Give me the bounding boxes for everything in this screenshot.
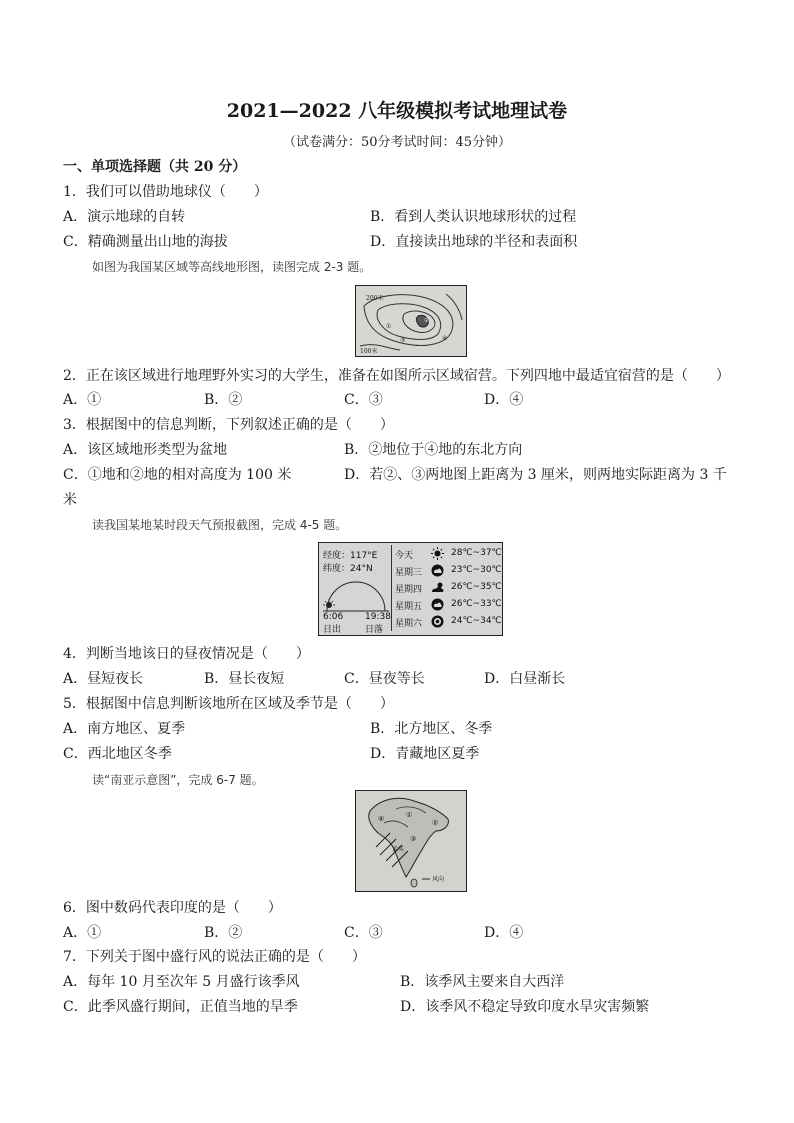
partly-cloudy-icon — [431, 581, 445, 594]
contour-label-100: 100米 — [360, 348, 378, 355]
question-2-option-a: A．① — [63, 392, 102, 408]
label-wind-direction: 风向 — [432, 876, 445, 883]
forecast-day: 星期四 — [395, 585, 423, 595]
question-3-option-d-cont: 米 — [63, 492, 77, 508]
cloud-icon — [431, 598, 444, 611]
question-5-option-b: B．北方地区、冬季 — [370, 721, 493, 737]
question-6-option-a: A．① — [63, 925, 102, 941]
question-1-option-b: B．看到人类认识地球形状的过程 — [370, 209, 577, 225]
question-1-option-d: D．直接读出地球的半径和表面积 — [370, 234, 578, 250]
question-4-option-d: D．白昼渐长 — [484, 671, 566, 687]
sunset-label: 日落 — [365, 625, 384, 635]
question-4-option-a: A．昼短夜长 — [63, 671, 144, 687]
svg-text:④: ④ — [378, 815, 385, 823]
south-asia-map — [356, 791, 466, 891]
question-3-stem: 3．根据图中的信息判断，下列叙述正确的是（ ） — [63, 417, 394, 433]
question-2-stem: 2．正在该区域进行地理野外实习的大学生，准备在如图所示区域宿营。下列四地中最适宜宿营的是（ ） — [63, 368, 730, 384]
weather-latitude: 纬度：24°N — [323, 564, 373, 574]
question-3-option-d: D．若②、③两地图上距离为 3 厘米，则两地实际距离为 3 千 — [344, 467, 727, 483]
forecast-day: 星期六 — [395, 619, 423, 629]
forecast-temp: 28℃~37℃ — [451, 548, 502, 558]
note-south-asia: 读“南亚示意图”，完成 6-7 题。 — [92, 773, 264, 787]
svg-text:②: ② — [424, 317, 430, 324]
weather-longitude: 经度：117°E — [323, 551, 378, 561]
question-5-option-a: A．南方地区、夏季 — [63, 721, 186, 737]
page-title: 2021—2022 八年级模拟考试地理试卷 — [226, 100, 568, 122]
question-2-option-c: C．③ — [344, 392, 383, 408]
forecast-row — [395, 614, 502, 630]
page-subtitle: （试卷满分：50分考试时间：45分钟） — [282, 135, 512, 150]
question-7-option-b: B．该季风主要来自大西洋 — [400, 974, 565, 990]
contour-label-200: 200米 — [366, 295, 384, 302]
question-3-option-c: C．①地和②地的相对高度为 100 米 — [63, 467, 292, 483]
question-7-option-d: D．该季风不稳定导致印度水旱灾害频繁 — [400, 999, 650, 1015]
weather-forecast-figure — [318, 542, 503, 636]
sunset-time: 19:38 — [365, 612, 391, 622]
forecast-row — [395, 546, 502, 562]
question-6-option-d: D．④ — [484, 925, 524, 941]
question-7-stem: 7．下列关于图中盛行风的说法正确的是（ ） — [63, 949, 366, 965]
question-6-option-b: B．② — [204, 925, 243, 941]
forecast-day: 星期三 — [395, 568, 423, 578]
question-1-stem: 1．我们可以借助地球仪（ ） — [63, 184, 268, 200]
forecast-temp: 26℃~35℃ — [451, 582, 502, 592]
question-6-stem: 6．图中数码代表印度的是（ ） — [63, 900, 282, 916]
question-2-option-b: B．② — [204, 392, 243, 408]
question-3-option-a: A．该区域地形类型为盆地 — [63, 442, 228, 458]
question-3-option-b: B．②地位于④地的东北方向 — [344, 442, 523, 458]
cloud-icon — [431, 564, 444, 577]
forecast-day: 星期五 — [395, 602, 423, 612]
label-mumbai: 孟买 — [392, 846, 405, 853]
question-1-option-c: C．精确测量出山地的海拔 — [63, 234, 228, 250]
question-4-option-b: B．昼长夜短 — [204, 671, 285, 687]
sunrise-label: 日出 — [323, 625, 342, 635]
question-5-option-d: D．青藏地区夏季 — [370, 746, 480, 762]
forecast-row — [395, 597, 502, 613]
forecast-temp: 26℃~33℃ — [451, 599, 502, 609]
sun-path-arc — [321, 575, 391, 615]
note-weather: 读我国某地某时段天气预报截图，完成 4-5 题。 — [92, 518, 348, 532]
sunrise-time: 6:06 — [323, 612, 344, 622]
sun-icon — [431, 547, 444, 560]
forecast-row — [395, 563, 502, 579]
question-5-stem: 5．根据图中信息判断该地所在区域及季节是（ ） — [63, 696, 394, 712]
note-contour: 如图为我国某区域等高线地形图，读图完成 2-3 题。 — [92, 260, 372, 274]
target-icon — [431, 615, 444, 628]
svg-text:②: ② — [432, 819, 439, 827]
contour-lines — [356, 286, 466, 356]
contour-map-figure — [355, 285, 467, 357]
forecast-day: 今天 — [395, 551, 414, 561]
forecast-row — [395, 580, 502, 596]
svg-text:④: ④ — [442, 335, 448, 342]
question-4-option-c: C．昼夜等长 — [344, 671, 425, 687]
svg-text:③: ③ — [410, 835, 417, 843]
question-6-option-c: C．③ — [344, 925, 383, 941]
section-heading: 一、单项选择题（共 20 分） — [63, 159, 247, 175]
svg-text:①: ① — [386, 323, 392, 330]
svg-text:①: ① — [406, 811, 413, 819]
question-2-option-d: D．④ — [484, 392, 524, 408]
question-4-stem: 4．判断当地该日的昼夜情况是（ ） — [63, 646, 310, 662]
forecast-temp: 23℃~30℃ — [451, 565, 502, 575]
svg-text:③: ③ — [400, 337, 406, 344]
question-1-option-a: A．演示地球的自转 — [63, 209, 186, 225]
question-5-option-c: C．西北地区冬季 — [63, 746, 172, 762]
forecast-temp: 24℃~34℃ — [451, 616, 502, 626]
question-7-option-a: A．每年 10 月至次年 5 月盛行该季风 — [63, 974, 300, 990]
question-7-option-c: C．此季风盛行期间，正值当地的旱季 — [63, 999, 298, 1015]
south-asia-map-figure — [355, 790, 467, 892]
